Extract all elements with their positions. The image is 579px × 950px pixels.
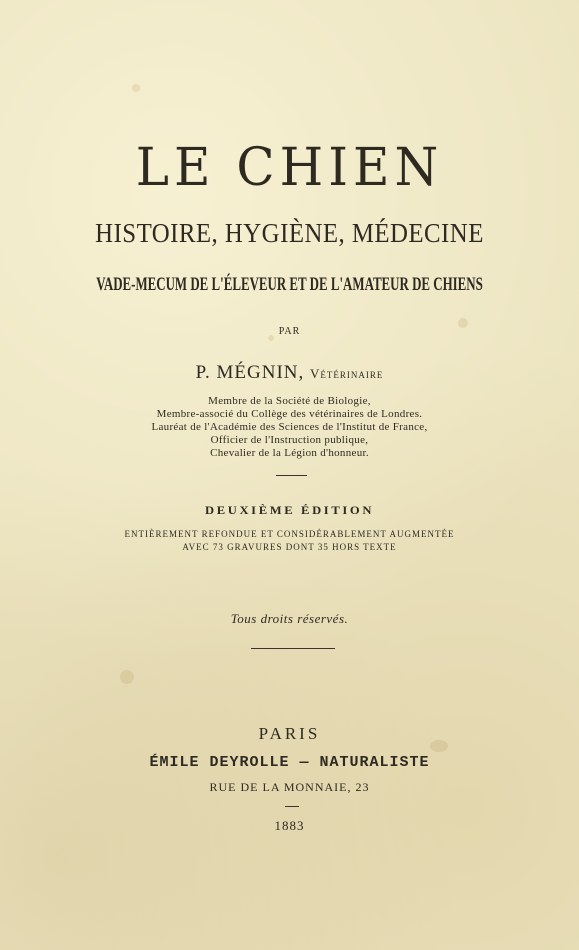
book-title: LE CHIEN — [135, 136, 444, 198]
edition-label — [0, 503, 579, 518]
author-credential: Membre de la Société de Biologie, — [208, 395, 371, 407]
publication-year: 1883 — [274, 818, 305, 833]
divider-rule — [285, 806, 299, 807]
edition-note: ENTIÈREMENT REFONDUE ET CONSIDÉRABLEMENT AUGMENTÉE — [124, 529, 455, 539]
author-credential: Chevalier de la Légion d'honneur. — [210, 447, 369, 459]
rights-notice: Tous droits réservés. — [230, 611, 349, 626]
publisher-name: ÉMILE DEYROLLE — NATURALISTE — [149, 754, 430, 771]
author-name: P. MÉGNIN, — [195, 362, 305, 383]
paper-stain — [132, 84, 140, 92]
edition-note: AVEC 73 GRAVURES DONT 35 HORS TEXTE — [182, 542, 397, 552]
divider-rule — [276, 475, 307, 476]
book-subtitle: HISTOIRE, HYGIÈNE, MÉDECINE — [95, 218, 484, 248]
author-credential: Membre-associé du Collège des vétérinaires de Londres. — [156, 408, 423, 420]
edition-text: DEUXIÈME ÉDITION — [204, 503, 375, 517]
publication-city: PARIS — [258, 724, 321, 743]
author-role: Vétérinaire — [310, 366, 384, 381]
by-label: PAR — [278, 326, 301, 337]
book-tagline: VADE-MECUM DE L'ÉLEVEUR ET DE L'AMATEUR DE CHIENS — [96, 274, 483, 295]
author-credential: Lauréat de l'Académie des Sciences de l'Institut de France, — [151, 421, 428, 433]
author-credential: Officier de l'Instruction publique, — [210, 434, 369, 446]
publisher-address: RUE DE LA MONNAIE, 23 — [209, 780, 370, 794]
author-line — [0, 362, 579, 384]
divider-rule — [251, 648, 335, 649]
paper-stain — [120, 670, 134, 684]
